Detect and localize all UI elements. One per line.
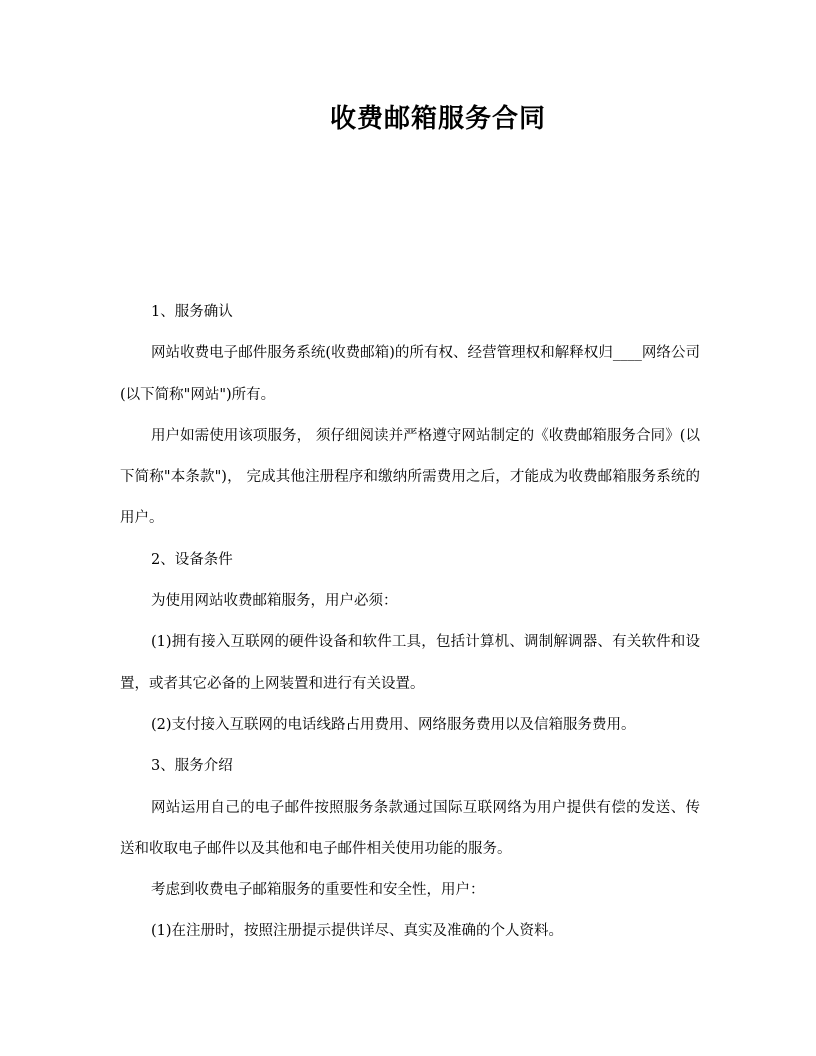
- section-heading-equipment: 2、设备条件: [151, 551, 233, 568]
- paragraph-security-item-1: (1)在注册时，按照注册提示提供详尽、真实及准确的个人资料。: [151, 923, 564, 940]
- paragraph-equipment-item-1: (1)拥有接入互联网的硬件设备和软件工具，包括计算机、调制解调器、有关软件和设置，或者其它必备的上网装置和进行有关设置。: [120, 634, 700, 692]
- document-body: [120, 292, 700, 953]
- paragraph-ownership: 网站收费电子邮件服务系统(收费邮箱)的所有权、经营管理权和解释权归____网络公司(以下简称"网站")所有。: [120, 345, 700, 403]
- paragraph-security-intro: 考虑到收费电子邮箱服务的重要性和安全性，用户：: [151, 882, 485, 899]
- section-heading-service-confirmation: 1、服务确认: [151, 304, 233, 320]
- section-heading-service-intro: 3、服务介绍: [151, 758, 233, 775]
- paragraph-service-description: 网站运用自己的电子邮件按照服务条款通过国际互联网络为用户提供有偿的发送、传送和收取电子邮件以及其他和电子邮件相关使用功能的服务。: [120, 799, 700, 857]
- paragraph-equipment-intro: 为使用网站收费邮箱服务，用户必须：: [151, 593, 398, 610]
- paragraph-user-agreement: 用户如需使用该项服务， 须仔细阅读并严格遵守网站制定的《收费邮箱服务合同》(以下简称"本条款")， 完成其他注册程序和缴纳所需费用之后，才能成为收费邮箱服务系统的用户。: [120, 427, 700, 527]
- paragraph-equipment-item-2: (2)支付接入互联网的电话线路占用费用、网络服务费用以及信箱服务费用。: [151, 716, 636, 733]
- document-title: 收费邮箱服务合同: [329, 104, 546, 134]
